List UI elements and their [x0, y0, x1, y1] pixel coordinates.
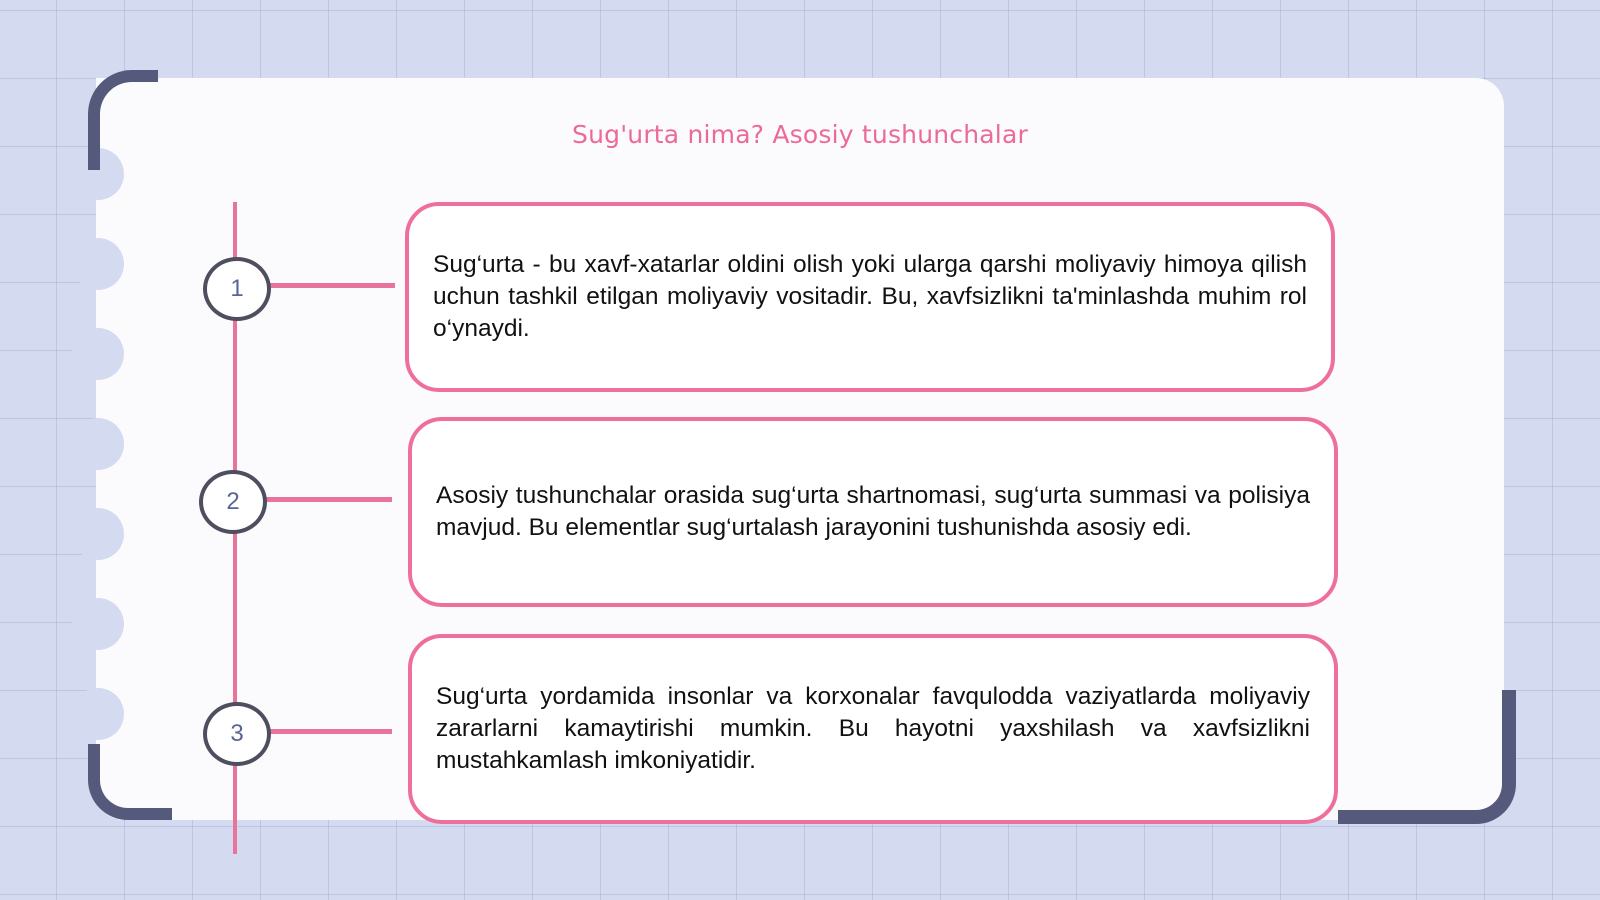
timeline-node-2 [199, 470, 267, 534]
timeline-node-number: 2 [226, 488, 240, 515]
info-card-text: Sug‘urta - bu xavf-xatarlar oldini olish yoki ularga qarshi moliyaviy himoya qilish uchun tashkil etilgan moliyaviy vositadir. Bu, xavfsizlikni ta'minlashda muhim rol o‘ynaydi. [433, 251, 1307, 342]
timeline-connector [265, 729, 392, 734]
paper-scallop [72, 418, 124, 470]
timeline-node-1 [203, 257, 271, 321]
info-card-3 [408, 634, 1338, 824]
timeline-node-number: 3 [230, 720, 244, 747]
info-card-1 [405, 202, 1335, 392]
timeline-node-number: 1 [230, 275, 244, 302]
timeline-connector [261, 497, 392, 502]
paper-scallop [72, 508, 124, 560]
slide-title: Sug'urta nima? Asosiy tushunchalar [572, 120, 1028, 149]
info-card-2 [408, 417, 1338, 607]
timeline-node-3 [203, 702, 271, 766]
paper-scallop [72, 688, 124, 740]
paper-scallop [72, 238, 124, 290]
info-card-text: Sug‘urta yordamida insonlar va korxonalar favqulodda vaziyatlarda moliyaviy zararlarni kamaytirishi mumkin. Bu hayotni yaxshilash va xavfsizlikni mustahkamlash imkoniyatidir. [436, 683, 1310, 774]
paper-scallop [72, 328, 124, 380]
info-card-text: Asosiy tushunchalar orasida sug‘urta shartnomasi, sug‘urta summasi va polisiya mavjud. Bu elementlar sug‘urtalash jarayonini tushunishda asosiy edi. [436, 482, 1310, 541]
frame-bracket-bottom-right [1338, 690, 1516, 824]
paper-scallop [72, 598, 124, 650]
timeline-connector [265, 283, 395, 288]
frame-bracket-bottom-left [88, 744, 172, 820]
